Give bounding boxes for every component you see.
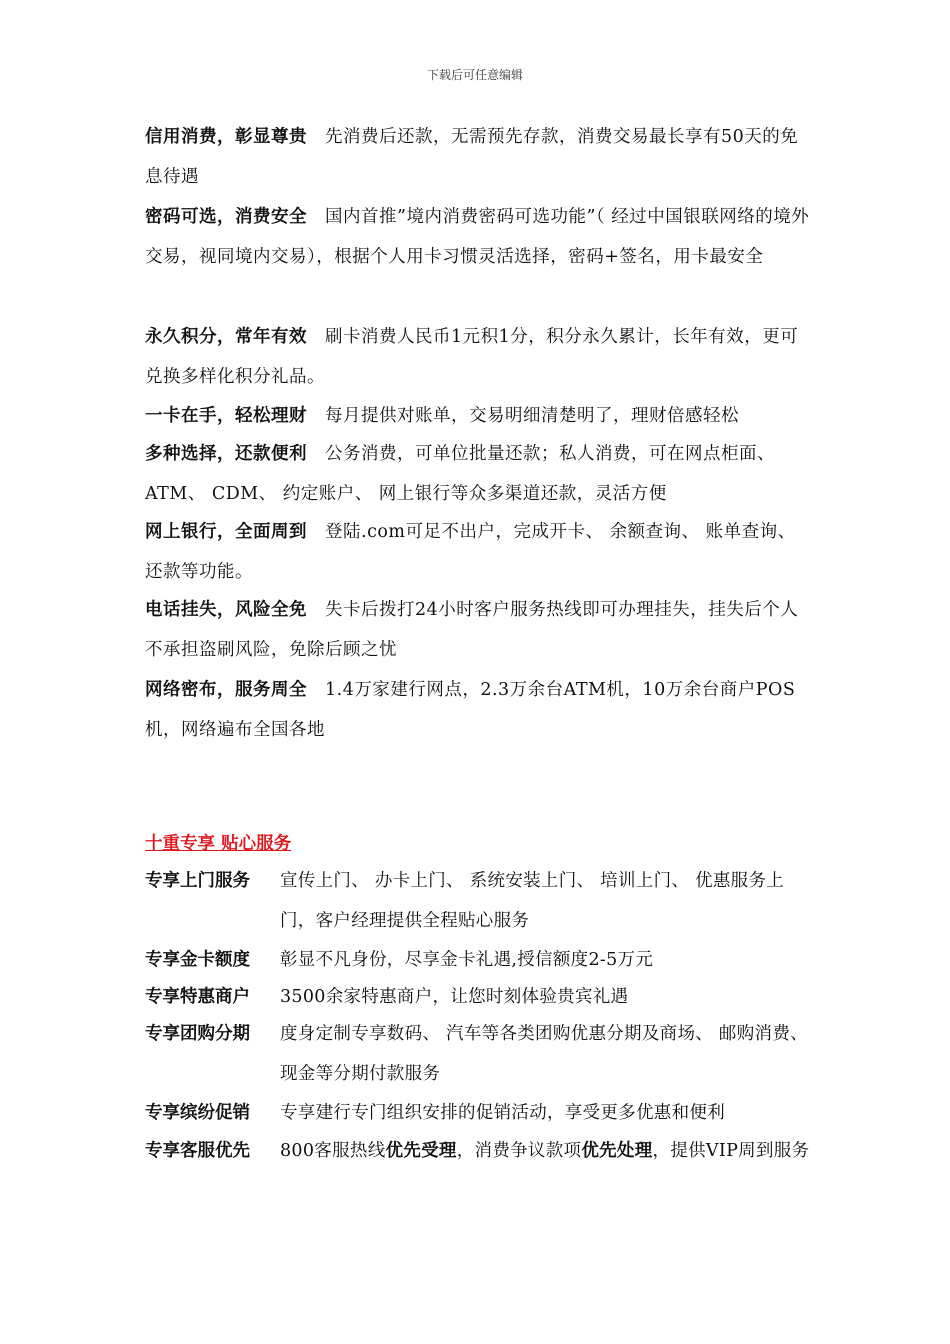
feature-title: 多种选择，还款便利 (145, 444, 307, 464)
exclusive-label: 专享客服优先 (145, 1141, 250, 1161)
feature-title: 一卡在手，轻松理财 (145, 406, 307, 426)
exclusive-text: 度身定制专享数码、 汽车等各类团购优惠分期及商场、 邮购消费、 现金等分期付款服务 (280, 1024, 808, 1084)
feature-text: 1.4万家建行网点，2.3万余台ATM机，10万余台商户POS机，网络遍布全国各地 (145, 680, 796, 740)
feature-title: 信用消费，彰显尊贵 (145, 127, 307, 147)
feature-text: 每月提供对账单，交易明细清楚明了，理财倍感轻松 (325, 406, 739, 426)
exclusive-row (145, 861, 815, 941)
feature-paragraph (145, 434, 815, 514)
feature-paragraph (145, 670, 815, 750)
exclusive-text: 彰显不凡身份，尽享金卡礼遇,授信额度2-5万元 (280, 950, 654, 970)
section-title: 十重专享 贴心服务 (145, 834, 292, 854)
vip-bold-1: 优先受理 (385, 1141, 457, 1161)
exclusive-row (145, 977, 815, 1017)
vip-text-3: ，提供VIP周到服务 (652, 1141, 810, 1161)
feature-paragraph (145, 590, 815, 670)
feature-title: 电话挂失，风险全免 (145, 600, 307, 620)
exclusive-label: 专享特惠商户 (145, 987, 250, 1007)
vip-bold-2: 优先处理 (581, 1141, 653, 1161)
exclusive-label: 专享金卡额度 (145, 950, 250, 970)
feature-title: 永久积分，常年有效 (145, 327, 307, 347)
feature-text: 刷卡消费人民币1元积1分，积分永久累计，长年有效，更可兑换多样化积分礼品。 (145, 327, 799, 387)
exclusive-text: 专享建行专门组织安排的促销活动，享受更多优惠和便利 (280, 1103, 725, 1123)
feature-text: 国内首推”境内消费密码可选功能”（ 经过中国银联网络的境外交易，视同境内交易），根据个人用卡习惯灵活选择，密码+签名，用卡最安全 (145, 207, 810, 267)
vip-text-2: ，消费争议款项 (456, 1141, 582, 1161)
feature-title: 密码可选，消费安全 (145, 207, 307, 227)
page-header: 下载后可任意编辑 (426, 68, 523, 82)
exclusive-label: 专享团购分期 (145, 1024, 250, 1044)
feature-paragraph (145, 197, 815, 277)
exclusive-label: 专享上门服务 (145, 871, 250, 891)
feature-title: 网络密布，服务周全 (145, 680, 307, 700)
feature-text: 公务消费，可单位批量还款；私人消费，可在网点柜面、 ATM、 CDM、 约定账户、 网上银行等众多渠道还款，灵活方便 (145, 444, 775, 504)
exclusive-row (145, 940, 815, 980)
exclusive-text: 宣传上门、 办卡上门、 系统安装上门、 培训上门、 优惠服务上门，客户经理提供全程贴心服务 (280, 871, 785, 931)
exclusive-row (145, 1014, 815, 1094)
feature-text: 失卡后拨打24小时客户服务热线即可办理挂失，挂失后个人不承担盗刷风险，免除后顾之忧 (145, 600, 799, 660)
feature-title: 网上银行，全面周到 (145, 522, 307, 542)
feature-paragraph (145, 396, 815, 436)
exclusive-row (145, 1093, 815, 1133)
exclusive-text (280, 1131, 815, 1171)
vip-text-1: 800客服热线 (280, 1141, 386, 1161)
exclusive-text: 3500余家特惠商户，让您时刻体验贵宾礼遇 (280, 987, 629, 1007)
feature-paragraph (145, 512, 815, 592)
feature-text: 登陆.com可足不出户，完成开卡、 余额查询、 账单查询、 还款等功能。 (145, 522, 796, 582)
feature-text: 先消费后还款，无需预先存款，消费交易最长享有50天的免息待遇 (145, 127, 799, 187)
feature-paragraph (145, 117, 815, 197)
exclusive-row (145, 1131, 815, 1171)
feature-paragraph (145, 317, 815, 397)
exclusive-label: 专享缤纷促销 (145, 1103, 250, 1123)
